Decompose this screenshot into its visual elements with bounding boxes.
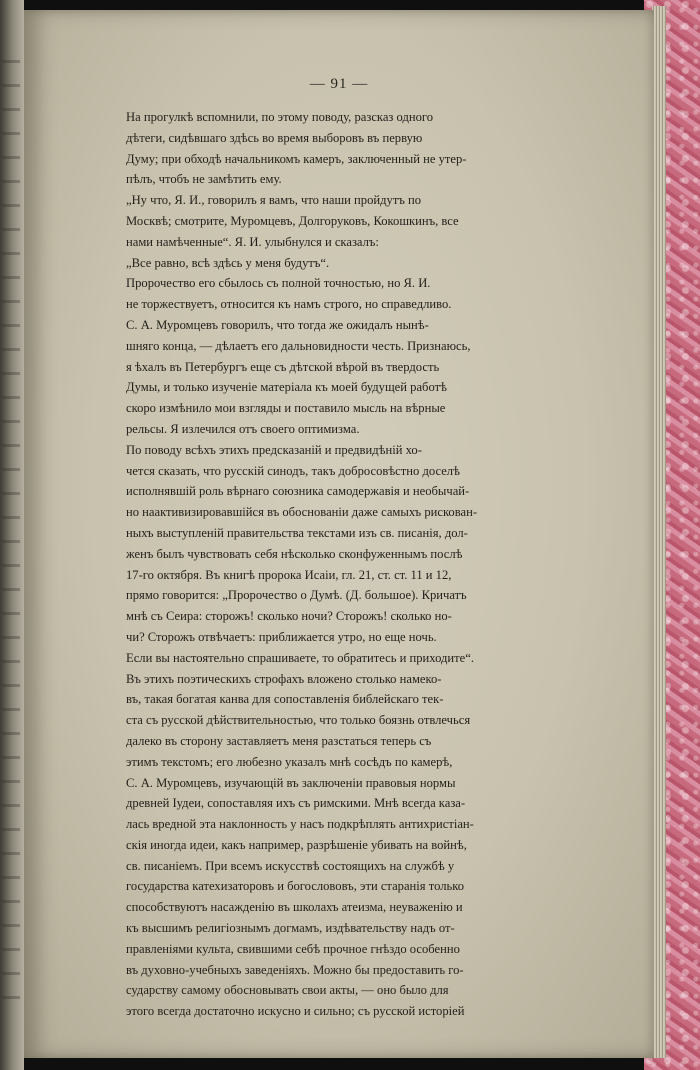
text-line: въ, такая богатая канва для сопоставленія библейскаго тек- xyxy=(126,692,444,707)
text-line: сударству самому обосновывать свои акты, — оно было для xyxy=(126,983,449,998)
text-line: мнѣ съ Сеира: сторожъ! сколько ночи? Сторожъ! сколько но- xyxy=(126,609,452,624)
text-line: нами намѣченные“. Я. И. улыбнулся и сказалъ: xyxy=(126,234,379,249)
paragraph xyxy=(100,440,563,669)
text-line: женъ былъ чувствовать себя нѣсколько сконфуженнымъ послѣ xyxy=(126,546,463,561)
text-line: Думы, и только изученіе матеріала къ моей будущей работѣ xyxy=(126,380,447,395)
text-line: ныхъ выступленій правительства текстами изъ св. писанія, дол- xyxy=(126,525,468,540)
facing-page-edge xyxy=(0,0,24,1070)
text-line: На прогулкѣ вспомнили, по этому поводу, разсказ одного xyxy=(126,110,434,124)
text-line: рельсы. Я излечился отъ своего оптимизма. xyxy=(126,421,360,436)
text-line: чется сказать, что русскій синодъ, такъ добросовѣстно доселѣ xyxy=(126,463,460,478)
page-edges xyxy=(652,6,666,1058)
text-line: въ духовно-учебныхъ заведеніяхъ. Можно бы предоставить го- xyxy=(126,962,464,977)
text-line: С. А. Муромцевъ говорилъ, что тогда же ожидалъ нынѣ- xyxy=(126,317,429,332)
paragraph xyxy=(100,107,563,190)
paragraph xyxy=(100,190,563,252)
text-line: чи? Сторожъ отвѣчаетъ: приближается утро, но еще ночь. xyxy=(126,629,437,644)
text-line: дѣтеги, сидѣвшаго здѣсь во время выборовъ въ первую xyxy=(126,130,423,145)
text-line: я ѣхалъ въ Петербургъ еще съ дѣтской вѣрой въ твердость xyxy=(126,359,440,374)
text-line: скія иногда идеи, какъ например, разрѣшеніе убивать на войнѣ, xyxy=(126,837,467,852)
text-line: этимъ текстомъ; его любезно указалъ мнѣ сосѣдъ по камерѣ, xyxy=(126,754,453,769)
text-line: пѣлъ, чтобъ не замѣтить ему. xyxy=(126,172,282,187)
page-body-text xyxy=(100,107,563,1022)
paragraph xyxy=(100,315,563,440)
facing-page-text-fragment xyxy=(2,60,20,1020)
text-line: св. писаніемъ. При всемъ искусствѣ состоящихъ на службѣ у xyxy=(126,858,455,873)
text-line: прямо говорится: „Пророчество о Думѣ. (Д. большое). Кричатъ xyxy=(126,588,467,603)
text-line: С. А. Муромцевъ, изучающій въ заключеніи правовыя нормы xyxy=(126,775,456,790)
text-line: Если вы настоятельно спрашиваете, то обратитесь и приходите“. xyxy=(126,650,474,665)
text-line: „Все равно, всѣ здѣсь у меня будутъ“. xyxy=(126,255,330,270)
text-line: къ высшимъ религіознымъ догмамъ, издѣвательству надъ от- xyxy=(126,921,455,936)
book-page xyxy=(24,10,654,1058)
text-line: правленіями культа, свившими себѣ прочное гнѣздо особенно xyxy=(126,941,460,956)
text-line: шняго конца, — дѣлаетъ его дальновидности честь. Признаюсь, xyxy=(126,338,471,353)
text-line: ста съ русской дѣйствительностью, что только боязнь отвлечься xyxy=(126,713,471,728)
text-line: далеко въ сторону заставляетъ меня разстаться теперь съ xyxy=(126,733,432,748)
text-line: скоро измѣнило мои взгляды и поставило мысль на вѣрные xyxy=(126,401,446,416)
text-line: Пророчество его сбылось съ полной точностью, но Я. И. xyxy=(126,276,431,291)
paragraph xyxy=(100,253,563,274)
text-line: По поводу всѣхъ этихъ предсказаній и предвидѣній хо- xyxy=(126,442,422,457)
text-line: Думу; при обходѣ начальникомъ камеръ, заключенный не утер- xyxy=(126,151,467,166)
text-line: но наактивизировавшійся въ обоснованіи даже самыхъ рискован- xyxy=(126,505,478,520)
text-line: исполнявшій роль вѣрнаго союзника самодержавія и необычай- xyxy=(126,484,470,499)
text-line: способствуютъ насажденію въ школахъ атеизма, неуваженію и xyxy=(126,900,463,915)
text-line: древней Іудеи, сопоставляя ихъ съ римскими. Мнѣ всегда каза- xyxy=(126,796,466,811)
text-line: лась вредной эта наклонность у насъ подкрѣплять антихристіан- xyxy=(126,817,474,832)
text-line: этого всегда достаточно искусно и сильно; съ русской исторіей xyxy=(126,1004,465,1019)
text-line: „Ну что, Я. И., говорилъ я вамъ, что наши пройдутъ по xyxy=(126,193,422,208)
text-line: 17-го октября. Въ книгѣ пророка Исаіи, гл. 21, ст. ст. 11 и 12, xyxy=(126,567,452,582)
paragraph xyxy=(100,669,563,1023)
paragraph xyxy=(100,273,563,315)
text-line: не торжествуетъ, относится къ намъ строго, но справедливо. xyxy=(126,297,452,312)
page-number: — 91 — xyxy=(309,76,369,92)
text-line: государства катехизаторовъ и богослововъ, эти старанія только xyxy=(126,879,465,894)
text-line: Москвѣ; смотрите, Муромцевъ, Долгоруковъ, Кокошкинъ, все xyxy=(126,213,459,228)
text-line: Въ этихъ поэтическихъ строфахъ вложено столько намеко- xyxy=(126,671,442,686)
